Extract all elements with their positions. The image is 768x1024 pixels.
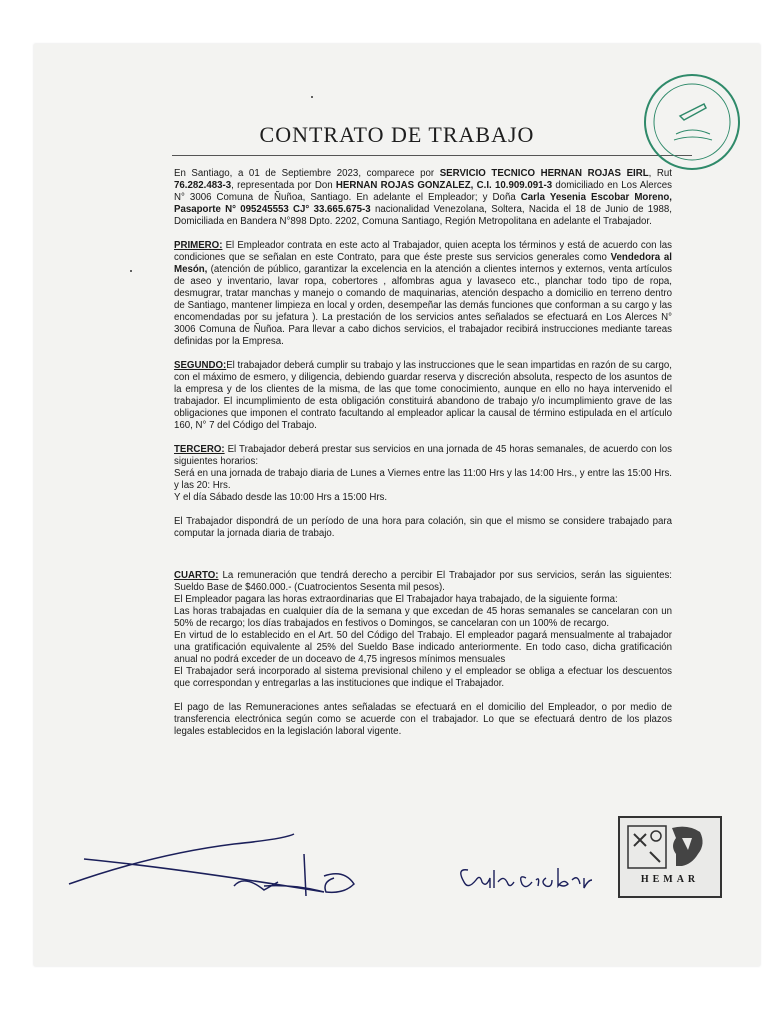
clause-primero (174, 240, 672, 348)
representative-name: HERNAN ROJAS GONZALEZ, C.I. 10.909.091-3 (335, 180, 553, 191)
document-title: CONTRATO DE TRABAJO (259, 122, 535, 147)
schedule-line: Y el día Sábado desde las 10:00 Hrs a 15:00 Hrs. (174, 492, 388, 503)
payment-paragraph: El pago de las Remuneraciones antes señaladas se efectuará en el domicilio del Empleador, o por medio de transferencia electrónica según como se acuerde con el trabajador. Lo que se efectuará dentro de los plazos legales establecidos en la legislación laboral vigente. (174, 702, 672, 737)
schedule-line: Será en una jornada de trabajo diaria de Lunes a Viernes entre las 11:00 Hrs y las 14:00 Hrs., y entre las 15:00 Hrs. y las 20: Hrs. (174, 468, 672, 491)
job-title: Vendedora al Mesón, (174, 252, 672, 275)
clause-text: El Empleador contrata en este acto al Trabajador, quien acepta los términos y está de acuerdo con las condiciones que se señalan en este Contrato, para que éste preste sus servicios generales como (174, 240, 672, 263)
intro-run: domiciliado en Los Alerces N° 3006 Comuna de Ñuñoa, Santiago. En adelante el Empleador; y Doña (174, 180, 672, 203)
clause-heading: PRIMERO: (174, 240, 223, 251)
intro-run: nacionalidad Venezolana, Soltera, Nacida el 18 de Junio de 1988, Domiciliada en Bandera N°898 Dpto. 2202, Comuna Santiago, Región Metropolitana en adelante el Trabajador. (174, 204, 672, 227)
clause-heading: CUARTO: (174, 570, 219, 581)
contract-body (174, 168, 672, 750)
clause-heading: TERCERO: (174, 444, 225, 455)
worker-signature (454, 860, 594, 900)
clause-heading: SEGUNDO: (174, 360, 227, 371)
intro-run: , representada por Don (231, 180, 336, 191)
clause-text: El Trabajador deberá prestar sus servicios en una jornada de 45 horas semanales, de acuerdo con los siguientes horarios: (174, 444, 672, 467)
clause-tercero (174, 444, 672, 504)
remuneration-line: En virtud de lo establecido en el Art. 50 del Código del Trabajo. El empleador pagará mensualmente al trabajador una gratificación equivalente al 25% del Sueldo Base indicado anteriormente. En todo caso, dicha gratificación anual no podrá exceder de un doceavo de 4,75 ingresos mínimos mensuales (174, 630, 672, 665)
worker-name: Carla Yesenia Escobar Moreno, Pasaporte N° 095245553 CJ° 33.665.675-3 (174, 192, 672, 215)
clause-text: El trabajador deberá cumplir su trabajo y las instrucciones que le sean impartidas en razón de su cargo, con el máximo de esmero, y diligencia, debiendo guardar reserva y discreción absoluta, respecto de los asuntos de la empresa y de los clientes de la misma, de las que tome conocimiento, aunque en ello no haya intervenido el trabajador. El incumplimiento de esta obligación constituirá abandono de trabajo y/o incumplimiento grave de las obligaciones que imponen el contrato facultando al empleador aplicar la causal de término estipulada en el artículo 160, N° 7 del Código del Trabajo. (174, 360, 672, 431)
employer-name: SERVICIO TECNICO HERNAN ROJAS EIRL (439, 168, 649, 179)
remuneration-line: El Trabajador será incorporado al sistema previsional chileno y el empleador se obliga a efectuar los descuentos que correspondan y entregarlas a las instituciones que indique el Trabajador. (174, 666, 672, 689)
intro-run: , Rut (648, 168, 672, 179)
clause-cuarto (174, 570, 672, 690)
intro-run: En Santiago, a 01 de Septiembre 2023, comparece por (174, 168, 440, 179)
clause-text: La remuneración que tendrá derecho a percibir El Trabajador por sus servicios, serán las siguientes: Sueldo Base de $460.000.- (Cuatrocientos Sesenta mil pesos). (174, 570, 672, 593)
speck (311, 96, 313, 98)
clause-segundo (174, 360, 672, 432)
company-stamp (618, 816, 722, 898)
company-stamp-name: HEMAR (640, 874, 700, 885)
remuneration-line: El Empleador pagara las horas extraordinarias que El Trabajador haya trabajado, de la siguiente forma: (174, 594, 618, 605)
meal-break-paragraph: El Trabajador dispondrá de un período de una hora para colación, sin que el mismo se considere trabajado para computar la jornada diaria de trabajo. (174, 516, 672, 539)
title-rule (172, 155, 692, 156)
employer-signature (64, 814, 364, 904)
speck (130, 270, 132, 272)
company-logo-icon (626, 824, 710, 870)
intro-paragraph (174, 168, 672, 228)
remuneration-line: Las horas trabajadas en cualquier día de la semana y que excedan de 45 horas semanales se cancelaran con un 50% de recargo; los días trabajados en festivos o Domingos, se cancelaran con un 100% de recargo. (174, 606, 672, 629)
document-page (34, 44, 760, 966)
notary-stamp (644, 74, 740, 170)
employer-rut: 76.282.483-3 (174, 180, 232, 191)
clause-text: (atención de público, garantizar la excelencia en la atención a clientes internos y externos, venta artículos de aseo y inventario, lavar ropa, cobertores , alfombras agua y lavaseco etc., planchar todo tipo de ropa, desmugrar, tratar manchas y manejo o comando de maquinarias, atención despacho a domicilio en terreno dentro de Santiago, mantener limpieza en local y orden, desempeñar las demás funciones que conforman a su cargo y las encomendadas por su jefatura ). La prestación de los servicios antes señalados se efectuará en Los Alerces N° 3006 Comuna de Ñuñoa. Para llevar a cabo dichos servicios, el trabajador recibirá instrucciones mediante tareas definidas por la Empresa. (174, 264, 672, 347)
